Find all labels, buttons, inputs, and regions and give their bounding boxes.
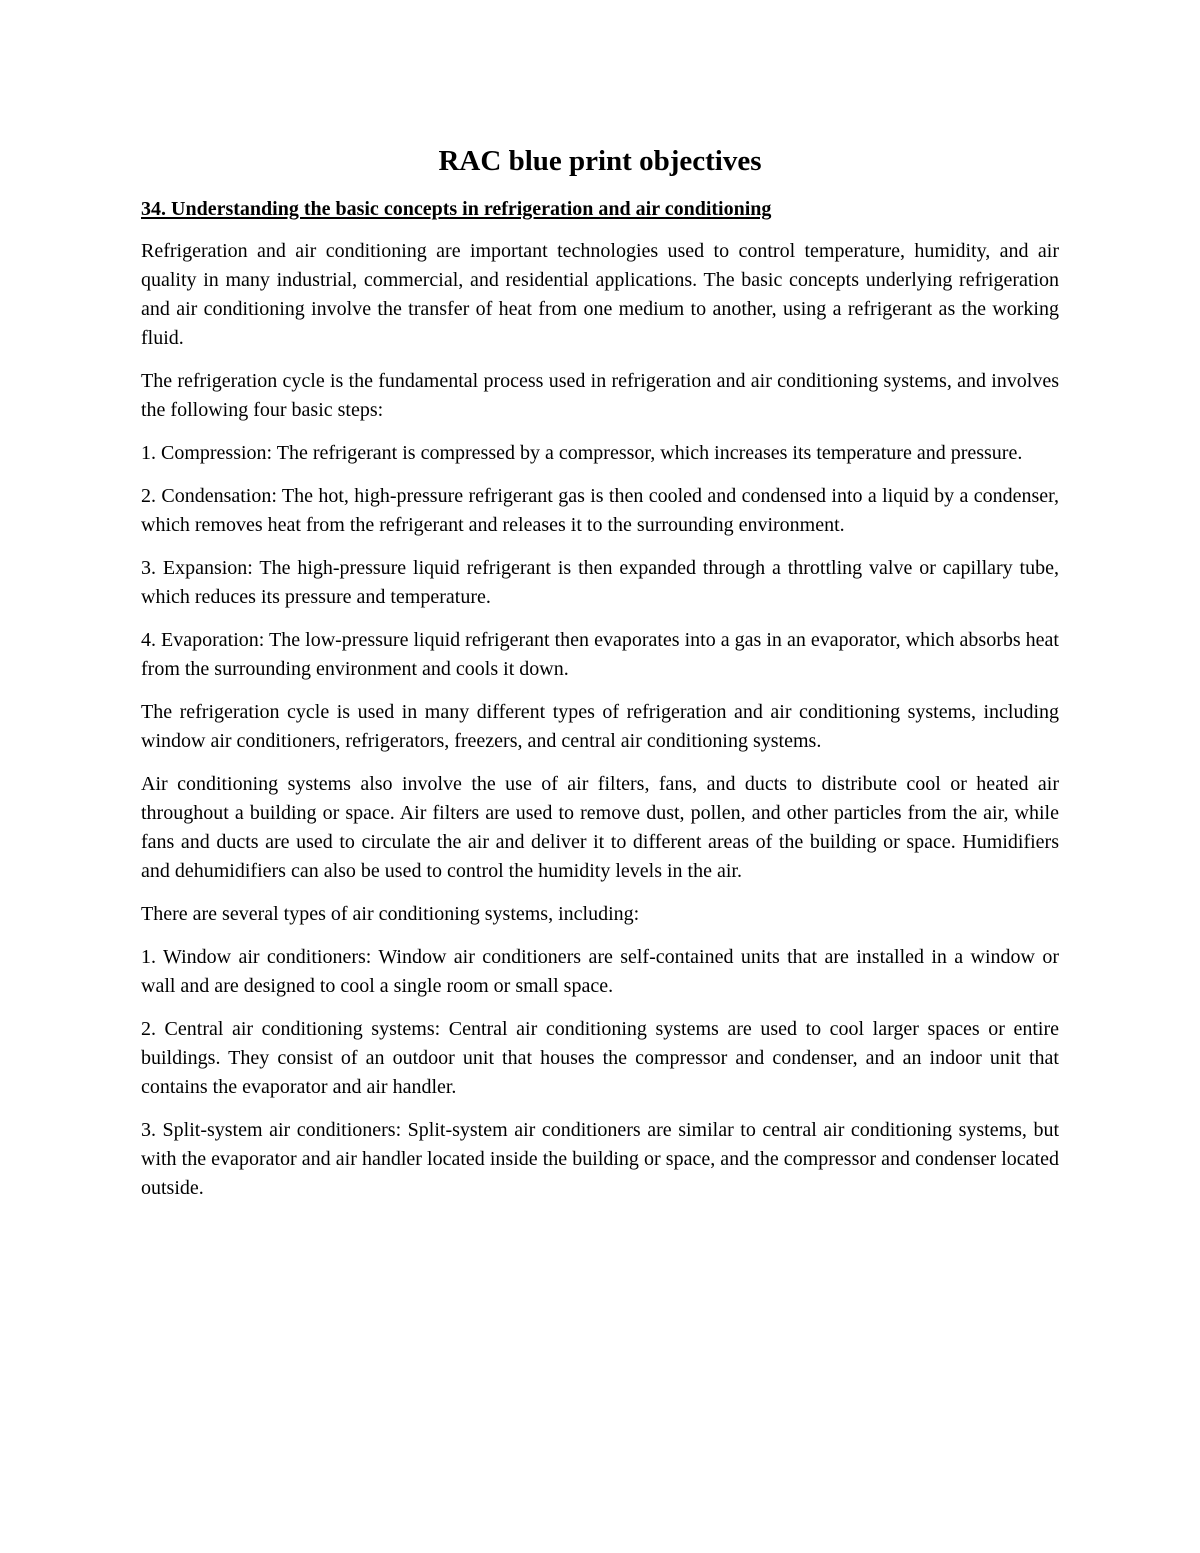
type-central-ac: 2. Central air conditioning systems: Central air conditioning systems are used to cool larger spaces or entire buildings. They consist of an outdoor unit that houses the compressor and condenser, and an indoor unit that contains the evaporator and air handler.	[141, 1018, 1059, 1098]
paragraph-system-types-intro: There are several types of air conditioning systems, including:	[141, 903, 640, 925]
document-title: RAC blue print objectives	[438, 145, 762, 177]
step-evaporation: 4. Evaporation: The low-pressure liquid refrigerant then evaporates into a gas in an evaporator, which absorbs heat from the surrounding environment and cools it down.	[141, 629, 1059, 680]
paragraph-air-distribution: Air conditioning systems also involve the use of air filters, fans, and ducts to distribute cool or heated air throughout a building or space. Air filters are used to remove dust, pollen, and other particles from the air, while fans and ducts are used to circulate the air and deliver it to different areas of the building or space. Humidifiers and dehumidifiers can also be used to control the humidity levels in the air.	[141, 773, 1059, 882]
step-compression: 1. Compression: The refrigerant is compressed by a compressor, which increases its temperature and pressure.	[141, 442, 1023, 464]
body-text	[141, 237, 1059, 1203]
step-expansion: 3. Expansion: The high-pressure liquid refrigerant is then expanded through a throttling valve or capillary tube, which reduces its pressure and temperature.	[141, 557, 1059, 608]
step-condensation: 2. Condensation: The hot, high-pressure refrigerant gas is then cooled and condensed into a liquid by a condenser, which removes heat from the refrigerant and releases it to the surrounding environment.	[141, 485, 1059, 536]
paragraph-intro: Refrigeration and air conditioning are important technologies used to control temperature, humidity, and air quality in many industrial, commercial, and residential applications. The basic concepts underlying refrigeration and air conditioning involve the transfer of heat from one medium to another, using a refrigerant as the working fluid.	[141, 240, 1059, 349]
section-heading: 34. Understanding the basic concepts in refrigeration and air conditioning	[141, 198, 772, 220]
paragraph-cycle-usage: The refrigeration cycle is used in many different types of refrigeration and air conditioning systems, including window air conditioners, refrigerators, freezers, and central air conditioning systems.	[141, 701, 1059, 752]
paragraph-refrigeration-cycle: The refrigeration cycle is the fundamental process used in refrigeration and air conditioning systems, and involves the following four basic steps:	[141, 370, 1059, 421]
type-window-ac: 1. Window air conditioners: Window air conditioners are self-contained units that are installed in a window or wall and are designed to cool a single room or small space.	[141, 946, 1059, 997]
type-split-system-ac: 3. Split-system air conditioners: Split-system air conditioners are similar to central air conditioning systems, but with the evaporator and air handler located inside the building or space, and the compressor and condenser located outside.	[141, 1119, 1059, 1199]
